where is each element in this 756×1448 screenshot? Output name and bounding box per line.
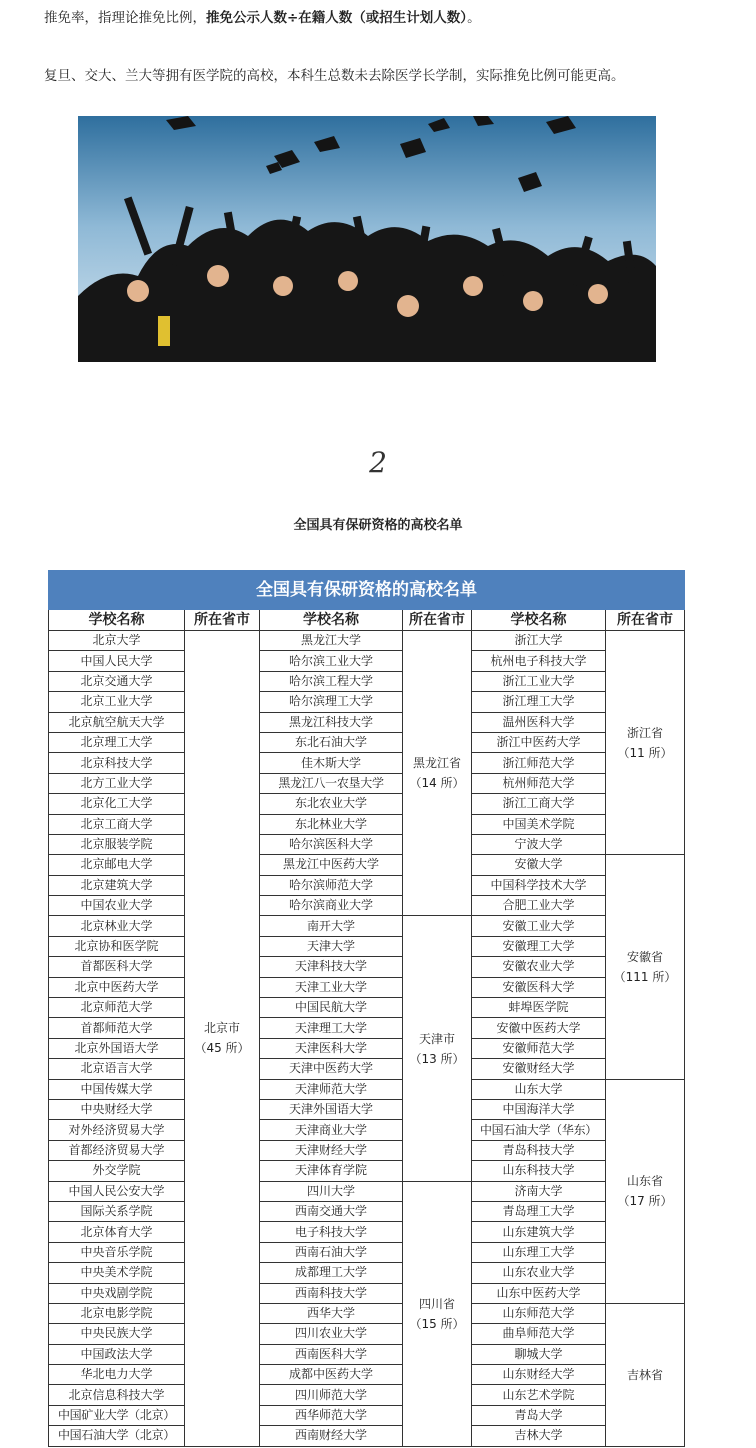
school-name-cell: 曲阜师范大学 xyxy=(472,1324,606,1344)
school-name-cell: 电子科技大学 xyxy=(260,1222,403,1242)
table-row xyxy=(49,712,685,732)
school-name-cell: 中国石油大学（北京） xyxy=(49,1426,185,1446)
school-name-cell: 中国民航大学 xyxy=(260,998,403,1018)
school-name-cell: 天津体育学院 xyxy=(260,1161,403,1181)
school-name-cell: 东北林业大学 xyxy=(260,814,403,834)
school-name-cell: 北京协和医学院 xyxy=(49,936,185,956)
province-name: 天津市 xyxy=(418,1031,455,1046)
school-name-cell: 浙江工商大学 xyxy=(472,794,606,814)
school-name-cell: 东北农业大学 xyxy=(260,794,403,814)
table-row xyxy=(49,1263,685,1283)
school-name-cell: 北京交通大学 xyxy=(49,671,185,691)
school-name-cell: 北京语言大学 xyxy=(49,1059,185,1079)
intro-text-end: 。 xyxy=(467,10,481,26)
table-row xyxy=(49,1018,685,1038)
table-row xyxy=(49,1079,685,1099)
province-cell xyxy=(606,631,685,855)
school-name-cell: 东北石油大学 xyxy=(260,732,403,752)
school-name-cell: 济南大学 xyxy=(472,1181,606,1201)
school-name-cell: 山东艺术学院 xyxy=(472,1385,606,1405)
table-row xyxy=(49,651,685,671)
school-name-cell: 山东中医药大学 xyxy=(472,1283,606,1303)
school-name-cell: 浙江师范大学 xyxy=(472,753,606,773)
province-name: 四川省 xyxy=(418,1296,455,1311)
table-row xyxy=(49,1222,685,1242)
school-name-cell: 聊城大学 xyxy=(472,1344,606,1364)
column-header: 所在省市 xyxy=(185,610,260,631)
school-name-cell: 四川师范大学 xyxy=(260,1385,403,1405)
province-count: （17 所） xyxy=(617,1194,673,1209)
school-name-cell: 成都理工大学 xyxy=(260,1263,403,1283)
school-name-cell: 天津科技大学 xyxy=(260,957,403,977)
table-row xyxy=(49,936,685,956)
province-name: 吉林省 xyxy=(626,1367,663,1382)
school-name-cell: 国际关系学院 xyxy=(49,1201,185,1221)
school-name-cell: 北京航空航天大学 xyxy=(49,712,185,732)
school-name-cell: 山东财经大学 xyxy=(472,1365,606,1385)
school-name-cell: 南开大学 xyxy=(260,916,403,936)
school-name-cell: 中央美术学院 xyxy=(49,1263,185,1283)
school-name-cell: 四川大学 xyxy=(260,1181,403,1201)
school-name-cell: 青岛大学 xyxy=(472,1405,606,1425)
school-name-cell: 安徽大学 xyxy=(472,855,606,875)
province-cell xyxy=(403,631,472,916)
school-name-cell: 浙江工业大学 xyxy=(472,671,606,691)
table-row xyxy=(49,1365,685,1385)
school-name-cell: 哈尔滨工业大学 xyxy=(260,651,403,671)
school-name-cell: 黑龙江科技大学 xyxy=(260,712,403,732)
table-row xyxy=(49,834,685,854)
school-name-cell: 黑龙江大学 xyxy=(260,631,403,651)
graduation-photo xyxy=(78,116,656,362)
table-row xyxy=(49,773,685,793)
school-name-cell: 天津财经大学 xyxy=(260,1140,403,1160)
school-name-cell: 安徽师范大学 xyxy=(472,1038,606,1058)
school-name-cell: 山东建筑大学 xyxy=(472,1222,606,1242)
school-name-cell: 中国科学技术大学 xyxy=(472,875,606,895)
school-name-cell: 西华大学 xyxy=(260,1303,403,1323)
school-name-cell: 北京化工大学 xyxy=(49,794,185,814)
school-name-cell: 佳木斯大学 xyxy=(260,753,403,773)
province-count: （13 所） xyxy=(409,1051,465,1066)
table-row xyxy=(49,631,685,651)
school-name-cell: 山东师范大学 xyxy=(472,1303,606,1323)
school-name-cell: 中国政法大学 xyxy=(49,1344,185,1364)
school-name-cell: 黑龙江中医药大学 xyxy=(260,855,403,875)
school-name-cell: 四川农业大学 xyxy=(260,1324,403,1344)
school-name-cell: 北京建筑大学 xyxy=(49,875,185,895)
school-name-cell: 山东理工大学 xyxy=(472,1242,606,1262)
school-name-cell: 浙江大学 xyxy=(472,631,606,651)
school-name-cell: 北京外国语大学 xyxy=(49,1038,185,1058)
province-cell xyxy=(403,1181,472,1446)
school-name-cell: 天津工业大学 xyxy=(260,977,403,997)
school-name-cell: 天津理工大学 xyxy=(260,1018,403,1038)
table-row xyxy=(49,916,685,936)
province-name: 北京市 xyxy=(203,1021,240,1036)
table-row xyxy=(49,692,685,712)
school-name-cell: 哈尔滨商业大学 xyxy=(260,896,403,916)
school-name-cell: 山东大学 xyxy=(472,1079,606,1099)
province-count: （45 所） xyxy=(194,1041,250,1056)
section-title: 全国具有保研资格的高校名单 xyxy=(293,518,463,533)
table-header-row xyxy=(49,610,685,631)
school-name-cell: 华北电力大学 xyxy=(49,1365,185,1385)
province-cell xyxy=(185,631,260,1447)
school-name-cell: 北京电影学院 xyxy=(49,1303,185,1323)
table-row xyxy=(49,998,685,1018)
table-row xyxy=(49,1038,685,1058)
school-name-cell: 中国石油大学（华东） xyxy=(472,1120,606,1140)
intro-text: 推免率，指理论推免比例， xyxy=(44,10,206,26)
table-row xyxy=(49,875,685,895)
province-name: 黑龙江省 xyxy=(412,756,461,771)
province-cell xyxy=(606,1079,685,1303)
school-name-cell: 合肥工业大学 xyxy=(472,896,606,916)
school-name-cell: 西南科技大学 xyxy=(260,1283,403,1303)
table-row xyxy=(49,1140,685,1160)
school-name-cell: 青岛科技大学 xyxy=(472,1140,606,1160)
table-row xyxy=(49,1405,685,1425)
intro-bold-text: 推免公示人数÷在籍人数（或招生计划人数） xyxy=(206,10,468,26)
table-row xyxy=(49,977,685,997)
table-row xyxy=(49,1161,685,1181)
column-header: 学校名称 xyxy=(49,610,185,631)
school-name-cell: 北京科技大学 xyxy=(49,753,185,773)
province-name: 安徽省 xyxy=(626,949,663,964)
school-name-cell: 北京林业大学 xyxy=(49,916,185,936)
intro-paragraph-1 xyxy=(44,6,481,26)
school-name-cell: 哈尔滨师范大学 xyxy=(260,875,403,895)
school-name-cell: 哈尔滨工程大学 xyxy=(260,671,403,691)
school-name-cell: 安徽中医药大学 xyxy=(472,1018,606,1038)
school-name-cell: 山东科技大学 xyxy=(472,1161,606,1181)
school-name-cell: 安徽财经大学 xyxy=(472,1059,606,1079)
school-name-cell: 哈尔滨医科大学 xyxy=(260,834,403,854)
school-name-cell: 天津商业大学 xyxy=(260,1120,403,1140)
province-count: （11 所） xyxy=(617,745,673,760)
province-count: （14 所） xyxy=(409,776,465,791)
school-name-cell: 北京邮电大学 xyxy=(49,855,185,875)
column-header: 学校名称 xyxy=(472,610,606,631)
intro-paragraph-2: 复旦、交大、兰大等拥有医学院的高校，本科生总数未去除医学长学制，实际推免比例可能更高。 xyxy=(44,68,625,84)
province-name: 浙江省 xyxy=(626,725,663,740)
school-name-cell: 青岛理工大学 xyxy=(472,1201,606,1221)
province-cell xyxy=(606,1303,685,1446)
school-name-cell: 成都中医药大学 xyxy=(260,1365,403,1385)
table-row xyxy=(49,1120,685,1140)
table-row xyxy=(49,1344,685,1364)
school-name-cell: 浙江理工大学 xyxy=(472,692,606,712)
school-name-cell: 安徽理工大学 xyxy=(472,936,606,956)
table-row xyxy=(49,1201,685,1221)
province-name: 山东省 xyxy=(626,1174,663,1189)
school-name-cell: 西华师范大学 xyxy=(260,1405,403,1425)
school-name-cell: 中国人民大学 xyxy=(49,651,185,671)
school-name-cell: 蚌埠医学院 xyxy=(472,998,606,1018)
school-name-cell: 北京工商大学 xyxy=(49,814,185,834)
table-row xyxy=(49,1385,685,1405)
school-name-cell: 中央财经大学 xyxy=(49,1099,185,1119)
school-name-cell: 天津中医药大学 xyxy=(260,1059,403,1079)
school-name-cell: 安徽医科大学 xyxy=(472,977,606,997)
school-name-cell: 外交学院 xyxy=(49,1161,185,1181)
school-name-cell: 西南交通大学 xyxy=(260,1201,403,1221)
school-name-cell: 天津医科大学 xyxy=(260,1038,403,1058)
province-cell xyxy=(606,855,685,1079)
table-row xyxy=(49,1181,685,1201)
school-name-cell: 中国农业大学 xyxy=(49,896,185,916)
column-header: 所在省市 xyxy=(403,610,472,631)
school-name-cell: 中央戏剧学院 xyxy=(49,1283,185,1303)
school-name-cell: 北京中医药大学 xyxy=(49,977,185,997)
school-name-cell: 北京工业大学 xyxy=(49,692,185,712)
school-name-cell: 天津师范大学 xyxy=(260,1079,403,1099)
table-row xyxy=(49,1426,685,1446)
table-row xyxy=(49,957,685,977)
school-name-cell: 安徽农业大学 xyxy=(472,957,606,977)
school-name-cell: 北京师范大学 xyxy=(49,998,185,1018)
school-name-cell: 首都医科大学 xyxy=(49,957,185,977)
table-row xyxy=(49,1059,685,1079)
school-name-cell: 浙江中医药大学 xyxy=(472,732,606,752)
school-name-cell: 北京理工大学 xyxy=(49,732,185,752)
school-name-cell: 中国传媒大学 xyxy=(49,1079,185,1099)
table-row xyxy=(49,1242,685,1262)
school-table xyxy=(48,570,685,1447)
school-name-cell: 中国矿业大学（北京） xyxy=(49,1405,185,1425)
table-row xyxy=(49,1324,685,1344)
school-name-cell: 北方工业大学 xyxy=(49,773,185,793)
province-cell xyxy=(403,916,472,1181)
school-name-cell: 首都师范大学 xyxy=(49,1018,185,1038)
school-name-cell: 黑龙江八一农垦大学 xyxy=(260,773,403,793)
school-name-cell: 吉林大学 xyxy=(472,1426,606,1446)
province-count: （15 所） xyxy=(409,1316,465,1331)
school-name-cell: 中国海洋大学 xyxy=(472,1099,606,1119)
table-row xyxy=(49,1303,685,1323)
table-row xyxy=(49,753,685,773)
school-name-cell: 杭州电子科技大学 xyxy=(472,651,606,671)
column-header: 所在省市 xyxy=(606,610,685,631)
school-name-cell: 北京信息科技大学 xyxy=(49,1385,185,1405)
school-name-cell: 首都经济贸易大学 xyxy=(49,1140,185,1160)
province-count: （111 所） xyxy=(613,969,677,984)
table-row xyxy=(49,855,685,875)
table-title: 全国具有保研资格的高校名单 xyxy=(49,571,685,610)
table-row xyxy=(49,794,685,814)
school-name-cell: 西南石油大学 xyxy=(260,1242,403,1262)
table-row xyxy=(49,896,685,916)
school-name-cell: 中国人民公安大学 xyxy=(49,1181,185,1201)
school-name-cell: 天津外国语大学 xyxy=(260,1099,403,1119)
school-name-cell: 天津大学 xyxy=(260,936,403,956)
table-row xyxy=(49,732,685,752)
section-number: 2 xyxy=(369,446,387,479)
school-name-cell: 安徽工业大学 xyxy=(472,916,606,936)
school-name-cell: 对外经济贸易大学 xyxy=(49,1120,185,1140)
table-row xyxy=(49,1099,685,1119)
school-name-cell: 北京大学 xyxy=(49,631,185,651)
school-name-cell: 中央民族大学 xyxy=(49,1324,185,1344)
school-name-cell: 宁波大学 xyxy=(472,834,606,854)
school-name-cell: 中国美术学院 xyxy=(472,814,606,834)
school-name-cell: 杭州师范大学 xyxy=(472,773,606,793)
school-name-cell: 哈尔滨理工大学 xyxy=(260,692,403,712)
table-row xyxy=(49,814,685,834)
school-name-cell: 山东农业大学 xyxy=(472,1263,606,1283)
school-name-cell: 西南财经大学 xyxy=(260,1426,403,1446)
table-row xyxy=(49,1283,685,1303)
school-name-cell: 中央音乐学院 xyxy=(49,1242,185,1262)
school-name-cell: 西南医科大学 xyxy=(260,1344,403,1364)
school-name-cell: 北京体育大学 xyxy=(49,1222,185,1242)
column-header: 学校名称 xyxy=(260,610,403,631)
school-name-cell: 温州医科大学 xyxy=(472,712,606,732)
school-name-cell: 北京服装学院 xyxy=(49,834,185,854)
table-row xyxy=(49,671,685,691)
